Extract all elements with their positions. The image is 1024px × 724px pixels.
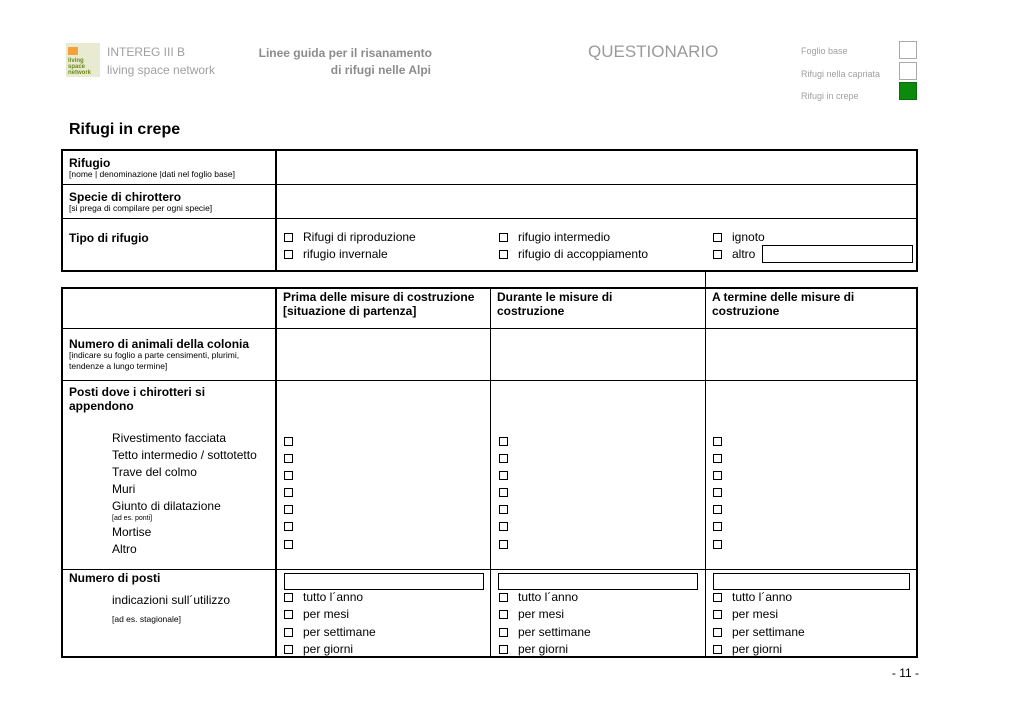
- posti-item-tetto: Tetto intermedio / sottotetto: [112, 448, 257, 462]
- checkbox-prima-muri[interactable]: [284, 488, 293, 497]
- checkbox-termine-muri[interactable]: [713, 488, 722, 497]
- prima-option-mesi: per mesi: [303, 607, 350, 621]
- checkbox-termine-mesi[interactable]: [713, 610, 722, 619]
- logo-word-2: space: [68, 64, 86, 70]
- col-header-termine-1: A termine delle misure di: [712, 290, 855, 304]
- legend-box-foglio-base: [899, 41, 917, 59]
- posti-item-giunto: Giunto di dilatazione: [112, 499, 221, 513]
- option-riproduzione: Rifugi di riproduzione: [303, 230, 416, 244]
- termine-option-settimane: per settimane: [732, 625, 805, 639]
- checkbox-durante-giorni[interactable]: [499, 645, 508, 654]
- termine-option-anno: tutto l´anno: [732, 590, 793, 604]
- option-ignoto: ignoto: [732, 230, 765, 244]
- col-header-prima-1: Prima delle misure di costruzione: [283, 290, 475, 304]
- durante-option-giorni: per giorni: [518, 642, 569, 656]
- checkbox-termine-trave[interactable]: [713, 471, 722, 480]
- legend-label-foglio-base: Foglio base: [801, 46, 848, 56]
- termine-option-mesi: per mesi: [732, 607, 779, 621]
- numero-animali-note-1: [indicare su foglio a parte censimenti, plurimi,: [69, 350, 240, 360]
- altro-input[interactable]: [762, 245, 913, 263]
- col-header-termine-2: costruzione: [712, 304, 780, 318]
- guide-line-1: Linee guida per il risanamento: [258, 46, 432, 60]
- rifugio-note: [nome | denominazione |dati nel foglio base]: [69, 169, 236, 179]
- checkbox-termine-mortise[interactable]: [713, 522, 722, 531]
- rifugio-label: Rifugio: [69, 156, 111, 170]
- checkbox-prima-rivestimento[interactable]: [284, 437, 293, 446]
- specie-input[interactable]: [278, 186, 915, 217]
- checkbox-prima-anno[interactable]: [284, 593, 293, 602]
- checkbox-intermedio[interactable]: [499, 233, 508, 242]
- checkbox-termine-anno[interactable]: [713, 593, 722, 602]
- checkbox-durante-mortise[interactable]: [499, 522, 508, 531]
- living-space-network-logo: [66, 43, 100, 77]
- numero-animali-note-2: tendenze a lungo termine]: [69, 361, 168, 371]
- option-intermedio: rifugio intermedio: [518, 230, 611, 244]
- numero-animali-label: Numero di animali della colonia: [69, 337, 250, 351]
- durante-option-anno: tutto l´anno: [518, 590, 579, 604]
- checkbox-termine-altro[interactable]: [713, 540, 722, 549]
- col-header-durante-1: Durante le misure di: [497, 290, 613, 304]
- checkbox-prima-giunto[interactable]: [284, 505, 293, 514]
- page-title: Rifugi in crepe: [69, 121, 181, 138]
- checkbox-altro[interactable]: [713, 250, 722, 259]
- checkbox-prima-trave[interactable]: [284, 471, 293, 480]
- checkbox-prima-altro[interactable]: [284, 540, 293, 549]
- checkbox-durante-altro[interactable]: [499, 540, 508, 549]
- checkbox-durante-mesi[interactable]: [499, 610, 508, 619]
- checkbox-ignoto[interactable]: [713, 233, 722, 242]
- checkbox-prima-mortise[interactable]: [284, 522, 293, 531]
- prima-option-giorni: per giorni: [303, 642, 354, 656]
- prima-option-settimane: per settimane: [303, 625, 376, 639]
- rifugio-input[interactable]: [278, 151, 915, 183]
- checkbox-termine-giorni[interactable]: [713, 645, 722, 654]
- col-header-durante-2: costruzione: [497, 304, 565, 318]
- posti-item-muri: Muri: [112, 482, 136, 496]
- posti-item-rivestimento: Rivestimento facciata: [112, 431, 227, 445]
- posti-label-1: Posti dove i chirotteri si: [69, 385, 206, 399]
- page-number: - 11 -: [891, 666, 919, 680]
- checkbox-termine-settimane[interactable]: [713, 628, 722, 637]
- specie-label: Specie di chirottero: [69, 190, 182, 204]
- durante-option-mesi: per mesi: [518, 607, 565, 621]
- numero-posti-durante-input[interactable]: [498, 573, 698, 590]
- posti-item-altro: Altro: [112, 542, 137, 556]
- numero-posti-termine-input[interactable]: [713, 573, 910, 590]
- checkbox-durante-tetto[interactable]: [499, 454, 508, 463]
- numero-animali-prima-input[interactable]: [278, 330, 489, 379]
- checkbox-durante-anno[interactable]: [499, 593, 508, 602]
- checkbox-durante-settimane[interactable]: [499, 628, 508, 637]
- checkbox-riproduzione[interactable]: [284, 233, 293, 242]
- numero-posti-label: Numero di posti: [69, 571, 161, 585]
- numero-posti-prima-input[interactable]: [284, 573, 484, 590]
- checkbox-prima-giorni[interactable]: [284, 645, 293, 654]
- posti-item-trave: Trave del colmo: [112, 465, 197, 479]
- legend-box-crepe: [899, 82, 917, 100]
- checkbox-prima-mesi[interactable]: [284, 610, 293, 619]
- posti-label-2: appendono: [69, 399, 134, 413]
- utilizzo-label: indicazioni sull´utilizzo: [112, 593, 231, 607]
- option-accoppiamento: rifugio di accoppiamento: [518, 247, 649, 261]
- durante-option-settimane: per settimane: [518, 625, 591, 639]
- legend-box-capriata: [899, 62, 917, 80]
- checkbox-termine-rivestimento[interactable]: [713, 437, 722, 446]
- legend-label-crepe: Rifugi in crepe: [801, 91, 859, 101]
- option-altro: altro: [732, 247, 756, 261]
- checkbox-termine-giunto[interactable]: [713, 505, 722, 514]
- guide-line-2: di rifugi nelle Alpi: [330, 63, 431, 77]
- checkbox-durante-trave[interactable]: [499, 471, 508, 480]
- checkbox-durante-muri[interactable]: [499, 488, 508, 497]
- legend-label-capriata: Rifugi nella capriata: [801, 69, 881, 79]
- prima-option-anno: tutto l´anno: [303, 590, 364, 604]
- logo-word-1: living: [68, 58, 84, 64]
- checkbox-durante-rivestimento[interactable]: [499, 437, 508, 446]
- specie-note: [si prega di compilare per ogni specie]: [69, 203, 213, 213]
- tipo-label: Tipo di rifugio: [69, 231, 149, 245]
- utilizzo-note: [ad es. stagionale]: [112, 614, 181, 624]
- numero-animali-durante-input[interactable]: [492, 330, 704, 379]
- checkbox-durante-giunto[interactable]: [499, 505, 508, 514]
- logo-word-3: network: [68, 70, 92, 76]
- org-line-1: INTEREG III B: [107, 45, 186, 59]
- doc-title: QUESTIONARIO: [588, 42, 719, 61]
- checkbox-prima-tetto[interactable]: [284, 454, 293, 463]
- numero-animali-termine-input[interactable]: [707, 330, 915, 379]
- checkbox-accoppiamento[interactable]: [499, 250, 508, 259]
- option-invernale: rifugio invernale: [303, 247, 388, 261]
- termine-option-giorni: per giorni: [732, 642, 783, 656]
- checkbox-invernale[interactable]: [284, 250, 293, 259]
- org-line-2: living space network: [107, 63, 216, 77]
- posti-item-mortise: Mortise: [112, 525, 152, 539]
- col-header-prima-2: [situazione di partenza]: [283, 304, 417, 318]
- checkbox-prima-settimane[interactable]: [284, 628, 293, 637]
- posti-item-giunto-note: [ad es. ponti]: [112, 515, 153, 522]
- checkbox-termine-tetto[interactable]: [713, 454, 722, 463]
- logo-mark-icon: [68, 47, 78, 55]
